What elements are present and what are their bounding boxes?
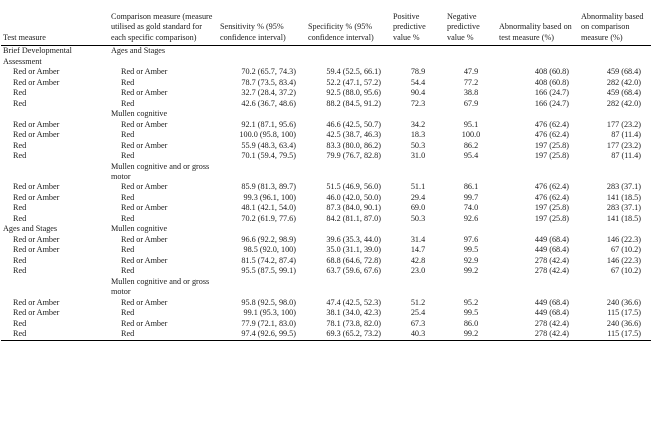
table-row [1, 67, 651, 78]
cell-test-threshold: Red or Amber [13, 192, 60, 202]
cell-comparison-threshold: Red [121, 308, 135, 318]
cell-abnormality-test: 166 (24.7) [534, 88, 569, 98]
cell-comparison-threshold: Red [121, 266, 135, 276]
cell-abnormality-test: 278 (42.4) [534, 329, 569, 339]
cell-sensitivity: 70.2 (61.9, 77.6) [241, 213, 296, 223]
cell-test-threshold: Red [13, 140, 27, 150]
cell-ppv: 54.4 [410, 77, 426, 87]
cell-sensitivity: 70.1 (59.4, 79.5) [241, 151, 296, 161]
group-label-comparison: Mullen cognitive and or gross motor [111, 161, 210, 181]
cell-comparison-threshold: Red or Amber [121, 234, 168, 244]
cell-ppv: 23.0 [410, 266, 426, 276]
table-row [1, 120, 651, 131]
header-comparison-measure: Comparison measure (measure utilised as gold standard for each specific comparison) [111, 12, 213, 42]
cell-test-threshold: Red or Amber [13, 130, 60, 140]
cell-npv: 86.0 [463, 318, 479, 328]
cell-abnormality-comparison: 459 (68.4) [606, 67, 641, 77]
cell-comparison-threshold: Red [121, 151, 135, 161]
header-npv: Negative predictive value % [447, 12, 480, 42]
cell-specificity: 84.2 (81.1, 87.0) [326, 213, 381, 223]
cell-ppv: 51.2 [410, 297, 426, 307]
cell-abnormality-comparison: 177 (23.2) [606, 140, 641, 150]
cell-test-threshold: Red or Amber [13, 308, 60, 318]
table-row [1, 78, 651, 89]
group-label-comparison: Mullen cognitive [111, 109, 168, 119]
cell-ppv: 67.3 [410, 318, 426, 328]
cell-sensitivity: 85.9 (81.3, 89.7) [241, 182, 296, 192]
table-row [1, 319, 651, 330]
cell-abnormality-test: 476 (62.4) [534, 130, 569, 140]
table-row [1, 245, 651, 256]
cell-test-threshold: Red [13, 329, 27, 339]
cell-ppv: 90.4 [410, 88, 426, 98]
group-row [1, 109, 651, 120]
cell-npv: 99.2 [463, 266, 479, 276]
cell-abnormality-comparison: 67 (10.2) [610, 266, 641, 276]
cell-npv: 100.0 [461, 130, 481, 140]
cell-specificity: 38.1 (34.0, 42.3) [326, 308, 381, 318]
table-row [1, 88, 651, 99]
cell-test-threshold: Red or Amber [13, 297, 60, 307]
cell-abnormality-test: 476 (62.4) [534, 119, 569, 129]
cell-sensitivity: 81.5 (74.2, 87.4) [241, 255, 296, 265]
table-row [1, 214, 651, 225]
group-row [1, 224, 651, 235]
cell-test-threshold: Red [13, 98, 27, 108]
table-row [1, 235, 651, 246]
cell-sensitivity: 42.6 (36.7, 48.6) [241, 98, 296, 108]
cell-abnormality-comparison: 87 (11.4) [611, 151, 641, 161]
cell-sensitivity: 48.1 (42.1, 54.0) [241, 203, 296, 213]
cell-ppv: 25.4 [410, 308, 426, 318]
cell-ppv: 31.4 [410, 234, 426, 244]
cell-test-threshold: Red or Amber [13, 245, 60, 255]
cell-npv: 97.6 [463, 234, 479, 244]
table-row [1, 266, 651, 277]
cell-specificity: 79.9 (76.7, 82.8) [326, 151, 381, 161]
group-label-comparison: Ages and Stages [111, 46, 166, 56]
cell-test-threshold: Red [13, 151, 27, 161]
cell-abnormality-test: 449 (68.4) [534, 297, 569, 307]
cell-npv: 99.5 [463, 308, 479, 318]
table-row [1, 99, 651, 110]
cell-ppv: 72.3 [410, 98, 426, 108]
cell-specificity: 68.8 (64.6, 72.8) [326, 255, 381, 265]
cell-ppv: 50.3 [410, 140, 426, 150]
cell-test-threshold: Red or Amber [13, 119, 60, 129]
cell-abnormality-comparison: 87 (11.4) [611, 130, 641, 140]
cell-comparison-threshold: Red or Amber [121, 119, 168, 129]
cell-specificity: 78.1 (73.8, 82.0) [326, 318, 381, 328]
table-row [1, 308, 651, 319]
cell-npv: 67.9 [463, 98, 479, 108]
cell-specificity: 47.4 (42.5, 52.3) [326, 297, 381, 307]
cell-ppv: 34.2 [410, 119, 426, 129]
group-label-comparison: Mullen cognitive and or gross motor [111, 276, 210, 297]
group-row [1, 277, 651, 298]
cell-abnormality-test: 449 (68.4) [534, 308, 569, 318]
cell-abnormality-comparison: 283 (37.1) [606, 203, 641, 213]
cell-specificity: 42.5 (38.7, 46.3) [326, 130, 381, 140]
cell-sensitivity: 78.7 (73.5, 83.4) [241, 77, 296, 87]
cell-test-threshold: Red [13, 318, 27, 328]
cell-npv: 74.0 [463, 203, 479, 213]
header-abnormality-comparison: Abnormality based on comparison measure (%) [581, 12, 644, 42]
header-specificity: Specificity % (95% confidence interval) [308, 22, 374, 42]
header-test-measure: Test measure [3, 32, 46, 42]
table-row [1, 203, 651, 214]
group-label-test: Ages and Stages [3, 224, 58, 234]
cell-sensitivity: 77.9 (72.1, 83.0) [241, 318, 296, 328]
cell-abnormality-test: 408 (60.8) [534, 67, 569, 77]
cell-test-threshold: Red [13, 266, 27, 276]
group-row [1, 46, 651, 67]
table-row [1, 193, 651, 204]
cell-abnormality-comparison: 282 (42.0) [606, 77, 641, 87]
cell-specificity: 59.4 (52.5, 66.1) [326, 67, 381, 77]
cell-ppv: 40.3 [410, 329, 426, 339]
cell-abnormality-comparison: 146 (22.3) [606, 255, 641, 265]
cell-test-threshold: Red or Amber [13, 67, 60, 77]
cell-sensitivity: 99.3 (96.1, 100) [243, 192, 296, 202]
cell-specificity: 92.5 (88.0, 95.6) [326, 88, 381, 98]
cell-abnormality-test: 449 (68.4) [534, 245, 569, 255]
table-row [1, 298, 651, 309]
cell-test-threshold: Red [13, 88, 27, 98]
cell-sensitivity: 95.5 (87.5, 99.1) [241, 266, 296, 276]
cell-abnormality-test: 197 (25.8) [534, 203, 569, 213]
cell-npv: 92.6 [463, 213, 479, 223]
cell-sensitivity: 55.9 (48.3, 63.4) [241, 140, 296, 150]
cell-specificity: 46.0 (42.0, 50.0) [326, 192, 381, 202]
cell-ppv: 14.7 [410, 245, 426, 255]
cell-comparison-threshold: Red [121, 213, 135, 223]
cell-sensitivity: 97.4 (92.6, 99.5) [241, 329, 296, 339]
cell-abnormality-test: 197 (25.8) [534, 151, 569, 161]
cell-ppv: 78.9 [410, 67, 426, 77]
cell-ppv: 69.0 [410, 203, 426, 213]
cell-comparison-threshold: Red or Amber [121, 297, 168, 307]
cell-abnormality-comparison: 67 (10.2) [610, 245, 641, 255]
cell-abnormality-test: 197 (25.8) [534, 140, 569, 150]
cell-comparison-threshold: Red or Amber [121, 182, 168, 192]
group-row [1, 162, 651, 183]
cell-specificity: 52.2 (47.1, 57.2) [326, 77, 381, 87]
header-ppv: Positive predictive value % [393, 12, 426, 42]
cell-abnormality-comparison: 177 (23.2) [606, 119, 641, 129]
cell-sensitivity: 70.2 (65.7, 74.3) [241, 67, 296, 77]
table-row [1, 130, 651, 141]
cell-specificity: 35.0 (31.1, 39.0) [326, 245, 381, 255]
cell-comparison-threshold: Red [121, 98, 135, 108]
cell-comparison-threshold: Red [121, 245, 135, 255]
cell-npv: 95.1 [463, 119, 479, 129]
cell-sensitivity: 32.7 (28.4, 37.2) [241, 88, 296, 98]
cell-specificity: 83.3 (80.0, 86.2) [326, 140, 381, 150]
cell-test-threshold: Red or Amber [13, 182, 60, 192]
cell-comparison-threshold: Red [121, 77, 135, 87]
cell-abnormality-comparison: 240 (36.6) [606, 297, 641, 307]
cell-ppv: 50.3 [410, 213, 426, 223]
cell-npv: 86.2 [463, 140, 479, 150]
cell-sensitivity: 98.5 (92.0, 100) [243, 245, 296, 255]
cell-abnormality-comparison: 141 (18.5) [606, 192, 641, 202]
cell-specificity: 63.7 (59.6, 67.6) [326, 266, 381, 276]
cell-comparison-threshold: Red or Amber [121, 318, 168, 328]
cell-ppv: 42.8 [410, 255, 426, 265]
cell-ppv: 29.4 [410, 192, 426, 202]
cell-abnormality-test: 166 (24.7) [534, 98, 569, 108]
cell-sensitivity: 96.6 (92.2, 98.9) [241, 234, 296, 244]
cell-comparison-threshold: Red or Amber [121, 203, 168, 213]
cell-comparison-threshold: Red [121, 192, 135, 202]
group-label-test: Brief Developmental Assessment [3, 46, 72, 66]
group-label-comparison: Mullen cognitive [111, 224, 168, 234]
cell-abnormality-test: 408 (60.8) [534, 77, 569, 87]
cell-npv: 99.2 [463, 329, 479, 339]
cell-npv: 95.2 [463, 297, 479, 307]
cell-specificity: 69.3 (65.2, 73.2) [326, 329, 381, 339]
cell-comparison-threshold: Red or Amber [121, 255, 168, 265]
cell-test-threshold: Red [13, 213, 27, 223]
cell-abnormality-test: 197 (25.8) [534, 213, 569, 223]
cell-comparison-threshold: Red or Amber [121, 88, 168, 98]
cell-abnormality-comparison: 141 (18.5) [606, 213, 641, 223]
cell-npv: 86.1 [463, 182, 479, 192]
cell-sensitivity: 99.1 (95.3, 100) [243, 308, 296, 318]
table-row [1, 256, 651, 267]
cell-npv: 47.9 [463, 67, 479, 77]
cell-abnormality-test: 476 (62.4) [534, 182, 569, 192]
table-row [1, 182, 651, 193]
cell-npv: 95.4 [463, 151, 479, 161]
cell-specificity: 51.5 (46.9, 56.0) [326, 182, 381, 192]
cell-abnormality-comparison: 283 (37.1) [606, 182, 641, 192]
cell-comparison-threshold: Red or Amber [121, 140, 168, 150]
cell-sensitivity: 95.8 (92.5, 98.0) [241, 297, 296, 307]
cell-specificity: 39.6 (35.3, 44.0) [326, 234, 381, 244]
cell-abnormality-comparison: 115 (17.5) [607, 308, 641, 318]
cell-comparison-threshold: Red [121, 329, 135, 339]
cell-npv: 77.2 [463, 77, 479, 87]
cell-ppv: 51.1 [410, 182, 426, 192]
cell-comparison-threshold: Red [121, 130, 135, 140]
cell-abnormality-test: 476 (62.4) [534, 192, 569, 202]
cell-abnormality-test: 278 (42.4) [534, 266, 569, 276]
cell-abnormality-test: 278 (42.4) [534, 255, 569, 265]
cell-npv: 99.5 [463, 245, 479, 255]
cell-abnormality-comparison: 282 (42.0) [606, 98, 641, 108]
diagnostic-accuracy-table [1, 12, 651, 341]
header-row [1, 12, 651, 46]
cell-abnormality-comparison: 459 (68.4) [606, 88, 641, 98]
cell-specificity: 46.6 (42.5, 50.7) [326, 119, 381, 129]
table-row [1, 141, 651, 152]
cell-abnormality-comparison: 115 (17.5) [607, 329, 641, 339]
cell-comparison-threshold: Red or Amber [121, 67, 168, 77]
cell-test-threshold: Red [13, 203, 27, 213]
cell-specificity: 87.3 (84.0, 90.1) [326, 203, 381, 213]
cell-abnormality-comparison: 240 (36.6) [606, 318, 641, 328]
table-row [1, 151, 651, 162]
cell-ppv: 18.3 [410, 130, 426, 140]
cell-sensitivity: 92.1 (87.1, 95.6) [241, 119, 296, 129]
cell-sensitivity: 100.0 (95.8, 100) [239, 130, 296, 140]
cell-test-threshold: Red [13, 255, 27, 265]
header-abnormality-test: Abnormality based on test measure (%) [499, 22, 572, 42]
cell-ppv: 31.0 [410, 151, 426, 161]
cell-abnormality-test: 278 (42.4) [534, 318, 569, 328]
cell-abnormality-comparison: 146 (22.3) [606, 234, 641, 244]
cell-npv: 38.8 [463, 88, 479, 98]
header-sensitivity: Sensitivity % (95% confidence interval) [220, 22, 286, 42]
cell-npv: 92.9 [463, 255, 479, 265]
cell-abnormality-test: 449 (68.4) [534, 234, 569, 244]
cell-npv: 99.7 [463, 192, 479, 202]
cell-test-threshold: Red or Amber [13, 234, 60, 244]
cell-test-threshold: Red or Amber [13, 77, 60, 87]
table-row [1, 329, 651, 340]
cell-specificity: 88.2 (84.5, 91.2) [326, 98, 381, 108]
